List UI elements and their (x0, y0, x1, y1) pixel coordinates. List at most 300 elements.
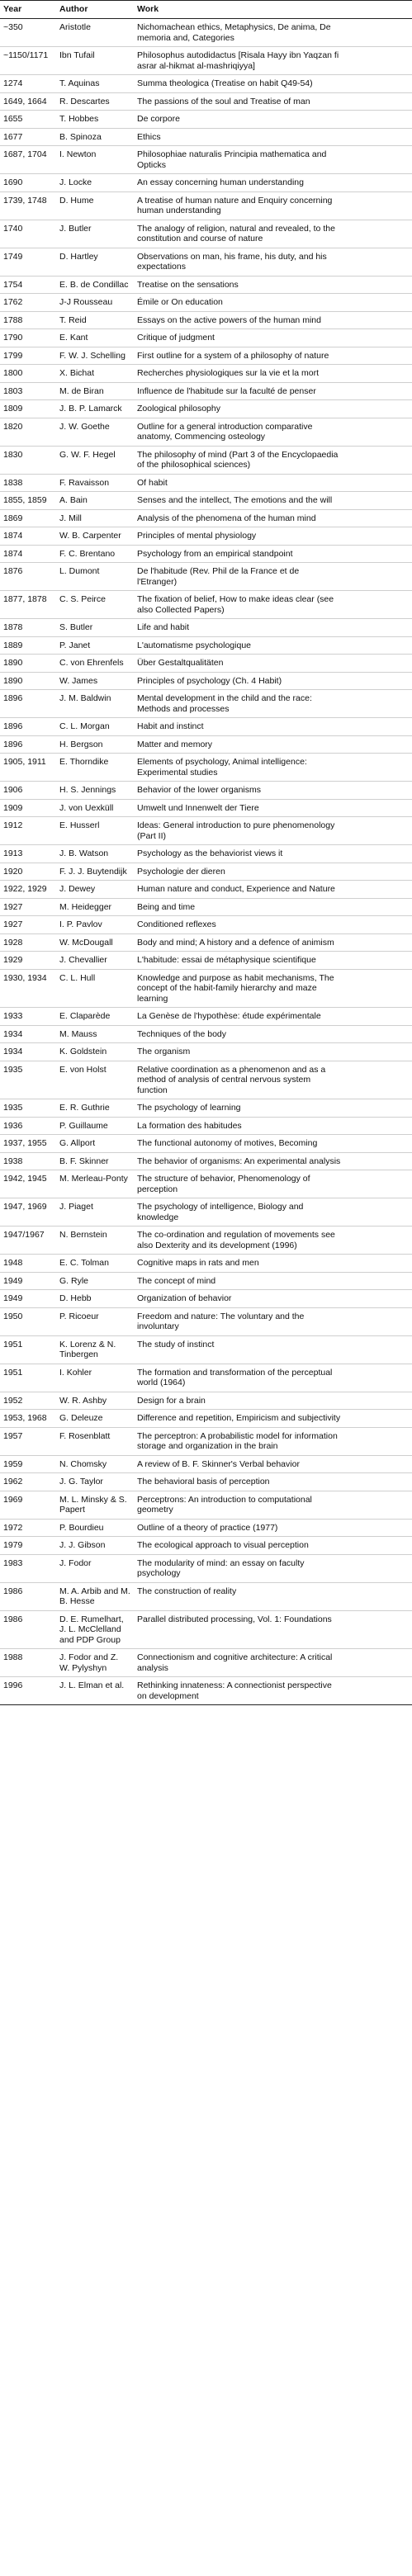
table-row (0, 863, 412, 881)
author-cell: C. S. Peirce (56, 591, 134, 619)
author-cell: H. S. Jennings (56, 782, 134, 800)
work-cell: Knowledge and purpose as habit mechanisms, The concept of the habit-family hierarchy and maze learning (134, 969, 412, 1008)
year-cell: 1986 (0, 1582, 56, 1610)
table-row (0, 898, 412, 916)
table-row (0, 174, 412, 192)
year-cell: 1933 (0, 1008, 56, 1026)
work-cell: The psychology of learning (134, 1099, 412, 1118)
author-cell: D. Hume (56, 191, 134, 220)
table-row (0, 916, 412, 934)
year-cell: 1690 (0, 174, 56, 192)
table-row (0, 92, 412, 111)
author-cell: W. B. Carpenter (56, 527, 134, 546)
author-cell: K. Lorenz & N. Tinbergen (56, 1335, 134, 1364)
table-row (0, 1582, 412, 1610)
work-cell: Relative coordination as a phenomenon and as a method of analysis of central nervous system function (134, 1061, 412, 1099)
work-cell: Essays on the active powers of the human mind (134, 311, 412, 329)
work-cell: Ideas: General introduction to pure phenomenology (Part II) (134, 817, 412, 845)
year-cell: 1754 (0, 276, 56, 294)
author-cell: M. L. Minsky & S. Papert (56, 1491, 134, 1519)
author-cell: C. L. Morgan (56, 718, 134, 736)
year-cell: 1988 (0, 1649, 56, 1677)
author-cell: G. Allport (56, 1135, 134, 1153)
table-row (0, 248, 412, 276)
year-cell: 1876 (0, 563, 56, 591)
work-cell: Techniques of the body (134, 1025, 412, 1043)
author-cell: S. Butler (56, 619, 134, 637)
table-row (0, 934, 412, 952)
table-row (0, 1135, 412, 1153)
author-cell: D. Hebb (56, 1290, 134, 1308)
work-cell: Difference and repetition, Empiricism and subjectivity (134, 1410, 412, 1428)
work-cell: Recherches physiologiques sur la vie et la mort (134, 365, 412, 383)
year-column-header: Year (0, 1, 56, 19)
table-row (0, 509, 412, 527)
table-row (0, 1117, 412, 1135)
work-cell: Human nature and conduct, Experience and Nature (134, 881, 412, 899)
author-cell: T. Reid (56, 311, 134, 329)
year-cell: 1896 (0, 718, 56, 736)
year-cell: 1962 (0, 1473, 56, 1491)
table-row (0, 1473, 412, 1491)
author-cell: W. R. Ashby (56, 1392, 134, 1410)
work-cell: Cognitive maps in rats and men (134, 1255, 412, 1273)
year-cell: 1274 (0, 75, 56, 93)
year-cell: 1949 (0, 1290, 56, 1308)
work-cell: The structure of behavior, Phenomenology of perception (134, 1170, 412, 1198)
table-row (0, 1410, 412, 1428)
work-cell: La Genèse de l'hypothèse: étude expérimentale (134, 1008, 412, 1026)
year-cell: 1950 (0, 1307, 56, 1335)
year-cell: 1922, 1929 (0, 881, 56, 899)
year-cell: 1790 (0, 329, 56, 347)
work-cell: Outline of a theory of practice (1977) (134, 1519, 412, 1537)
author-cell: F. Rosenblatt (56, 1427, 134, 1455)
year-cell: 1920 (0, 863, 56, 881)
year-cell: 1800 (0, 365, 56, 383)
author-cell: Ibn Tufail (56, 47, 134, 75)
table-row (0, 111, 412, 129)
table-row (0, 311, 412, 329)
work-cell: The philosophy of mind (Part 3 of the Encyclopaedia of the philosophical sciences) (134, 446, 412, 474)
work-cell: Über Gestaltqualitäten (134, 655, 412, 673)
work-cell: Psychologie der dieren (134, 863, 412, 881)
year-cell: 1909 (0, 799, 56, 817)
author-cell: C. L. Hull (56, 969, 134, 1008)
author-cell: J. Piaget (56, 1198, 134, 1227)
work-cell: Influence de l'habitude sur la faculté de penser (134, 382, 412, 400)
work-cell: Philosophus autodidactus [Risala Hayy ibn Yaqzan fi asrar al-hikmat al-mashriqiyya] (134, 47, 412, 75)
header-row (0, 1, 412, 19)
work-cell: The behavioral basis of perception (134, 1473, 412, 1491)
author-cell: G. Ryle (56, 1272, 134, 1290)
year-cell: 1749 (0, 248, 56, 276)
work-cell: First outline for a system of a philosophy of nature (134, 347, 412, 365)
work-cell: The organism (134, 1043, 412, 1061)
work-cell: Summa theologica (Treatise on habit Q49-54) (134, 75, 412, 93)
table-body (0, 19, 412, 1705)
work-cell: Analysis of the phenomena of the human mind (134, 509, 412, 527)
year-cell: 1739, 1748 (0, 191, 56, 220)
work-cell: Design for a brain (134, 1392, 412, 1410)
year-cell: 1803 (0, 382, 56, 400)
work-cell: Mental development in the child and the race: Methods and processes (134, 690, 412, 718)
work-cell: Principles of psychology (Ch. 4 Habit) (134, 672, 412, 690)
work-cell: Psychology as the behaviorist views it (134, 845, 412, 863)
work-cell: Life and habit (134, 619, 412, 637)
year-cell: 1820 (0, 418, 56, 446)
author-cell: E. Kant (56, 329, 134, 347)
table-row (0, 1198, 412, 1227)
work-cell: The perceptron: A probabilistic model for information storage and organization in the brain (134, 1427, 412, 1455)
year-cell: 1896 (0, 690, 56, 718)
table-row (0, 527, 412, 546)
work-cell: Philosophiae naturalis Principia mathematica and Opticks (134, 146, 412, 174)
table-row (0, 1427, 412, 1455)
year-cell: 1838 (0, 474, 56, 492)
author-cell: J. Locke (56, 174, 134, 192)
table-row (0, 655, 412, 673)
table-row (0, 619, 412, 637)
year-cell: 1905, 1911 (0, 754, 56, 782)
table-row (0, 75, 412, 93)
work-cell: De corpore (134, 111, 412, 129)
year-cell: 1938 (0, 1152, 56, 1170)
work-cell: The fixation of belief, How to make ideas clear (see also Collected Papers) (134, 591, 412, 619)
year-cell: 1874 (0, 545, 56, 563)
author-cell: J. Fodor (56, 1554, 134, 1582)
author-cell: B. Spinoza (56, 128, 134, 146)
author-cell: E. Claparède (56, 1008, 134, 1026)
work-cell: Connectionism and cognitive architecture: A critical analysis (134, 1649, 412, 1677)
year-cell: 1953, 1968 (0, 1410, 56, 1428)
table-row (0, 365, 412, 383)
work-cell: The passions of the soul and Treatise of man (134, 92, 412, 111)
year-cell: 1896 (0, 735, 56, 754)
author-cell: F. W. J. Schelling (56, 347, 134, 365)
author-cell: J. Butler (56, 220, 134, 248)
table-row (0, 1537, 412, 1555)
table-row (0, 845, 412, 863)
table-row (0, 128, 412, 146)
author-cell: J. Dewey (56, 881, 134, 899)
year-cell: 1762 (0, 294, 56, 312)
table-row (0, 19, 412, 47)
table-row (0, 1290, 412, 1308)
table-row (0, 591, 412, 619)
author-cell: M. Mauss (56, 1025, 134, 1043)
work-cell: Observations on man, his frame, his duty, and his expectations (134, 248, 412, 276)
year-cell: 1983 (0, 1554, 56, 1582)
work-cell: Habit and instinct (134, 718, 412, 736)
author-cell: E. C. Tolman (56, 1255, 134, 1273)
year-cell: 1740 (0, 220, 56, 248)
year-cell: 1890 (0, 655, 56, 673)
work-cell: The ecological approach to visual perception (134, 1537, 412, 1555)
author-column-header: Author (56, 1, 134, 19)
work-cell: Psychology from an empirical standpoint (134, 545, 412, 563)
table-row (0, 817, 412, 845)
work-cell: An essay concerning human understanding (134, 174, 412, 192)
table-row (0, 1455, 412, 1473)
author-cell: T. Aquinas (56, 75, 134, 93)
author-cell: D. E. Rumelhart, J. L. McClelland and PDP Group (56, 1610, 134, 1649)
table-row (0, 191, 412, 220)
table-row (0, 1099, 412, 1118)
work-cell: Of habit (134, 474, 412, 492)
author-cell: G. W. F. Hegel (56, 446, 134, 474)
year-cell: 1927 (0, 916, 56, 934)
author-cell: G. Deleuze (56, 1410, 134, 1428)
author-cell: Aristotle (56, 19, 134, 47)
table-row (0, 690, 412, 718)
work-cell: The co-ordination and regulation of movements see also Dexterity and its development (1996) (134, 1227, 412, 1255)
year-cell: 1877, 1878 (0, 591, 56, 619)
year-cell: ~350 (0, 19, 56, 47)
author-cell: P. Guillaume (56, 1117, 134, 1135)
table-row (0, 1272, 412, 1290)
table-row (0, 1307, 412, 1335)
year-cell: 1788 (0, 311, 56, 329)
table-row (0, 47, 412, 75)
table-row (0, 347, 412, 365)
author-cell: J. B. Watson (56, 845, 134, 863)
author-cell: E. Thorndike (56, 754, 134, 782)
author-cell: M. A. Arbib and M. B. Hesse (56, 1582, 134, 1610)
author-cell: F. J. J. Buytendijk (56, 863, 134, 881)
work-cell: Elements of psychology, Animal intelligence: Experimental studies (134, 754, 412, 782)
table-row (0, 418, 412, 446)
year-cell: 1878 (0, 619, 56, 637)
year-cell: 1649, 1664 (0, 92, 56, 111)
author-cell: N. Bernstein (56, 1227, 134, 1255)
table-row (0, 1170, 412, 1198)
author-cell: J. J. Gibson (56, 1537, 134, 1555)
work-cell: The formation and transformation of the perceptual world (1964) (134, 1364, 412, 1392)
work-cell: Principles of mental physiology (134, 527, 412, 546)
author-cell: F. Ravaisson (56, 474, 134, 492)
author-cell: E. Husserl (56, 817, 134, 845)
work-cell: A treatise of human nature and Enquiry concerning human understanding (134, 191, 412, 220)
work-cell: Organization of behavior (134, 1290, 412, 1308)
year-cell: 1942, 1945 (0, 1170, 56, 1198)
year-cell: 1986 (0, 1610, 56, 1649)
author-cell: J. B. P. Lamarck (56, 400, 134, 418)
work-cell: The modularity of mind: an essay on faculty psychology (134, 1554, 412, 1582)
table-row (0, 881, 412, 899)
table-row (0, 1152, 412, 1170)
year-cell: 1889 (0, 636, 56, 655)
work-cell: Freedom and nature: The voluntary and the involuntary (134, 1307, 412, 1335)
author-cell: D. Hartley (56, 248, 134, 276)
year-cell: 1874 (0, 527, 56, 546)
work-cell: L'habitude: essai de métaphysique scientifique (134, 952, 412, 970)
table-row (0, 1677, 412, 1705)
year-cell: 1996 (0, 1677, 56, 1705)
work-cell: Being and time (134, 898, 412, 916)
author-cell: J. Chevallier (56, 952, 134, 970)
year-cell: 1869 (0, 509, 56, 527)
year-cell: 1655 (0, 111, 56, 129)
work-cell: Zoological philosophy (134, 400, 412, 418)
table-row (0, 799, 412, 817)
work-cell: Critique of judgment (134, 329, 412, 347)
table-row (0, 276, 412, 294)
author-cell: I. P. Pavlov (56, 916, 134, 934)
author-cell: T. Hobbes (56, 111, 134, 129)
work-cell: The functional autonomy of motives, Becoming (134, 1135, 412, 1153)
table-row (0, 1061, 412, 1099)
work-cell: The analogy of religion, natural and revealed, to the constitution and course of nature (134, 220, 412, 248)
table-row (0, 1392, 412, 1410)
table-row (0, 754, 412, 782)
table-row (0, 545, 412, 563)
work-cell: Umwelt und Innenwelt der Tiere (134, 799, 412, 817)
work-cell: L'automatisme psychologique (134, 636, 412, 655)
author-cell: J-J Rousseau (56, 294, 134, 312)
year-cell: 1830 (0, 446, 56, 474)
table-row (0, 400, 412, 418)
table-row (0, 1491, 412, 1519)
author-cell: B. F. Skinner (56, 1152, 134, 1170)
table-row (0, 294, 412, 312)
year-cell: 1951 (0, 1364, 56, 1392)
year-cell: 1687, 1704 (0, 146, 56, 174)
year-cell: ~1150/1171 (0, 47, 56, 75)
work-cell: Matter and memory (134, 735, 412, 754)
table-row (0, 782, 412, 800)
table-row (0, 1025, 412, 1043)
author-cell: N. Chomsky (56, 1455, 134, 1473)
year-cell: 1979 (0, 1537, 56, 1555)
author-cell: L. Dumont (56, 563, 134, 591)
author-cell: E. von Holst (56, 1061, 134, 1099)
work-cell: Conditioned reflexes (134, 916, 412, 934)
work-cell: The study of instinct (134, 1335, 412, 1364)
year-cell: 1890 (0, 672, 56, 690)
work-cell: Behavior of the lower organisms (134, 782, 412, 800)
work-cell: Rethinking innateness: A connectionist perspective on development (134, 1677, 412, 1705)
table-row (0, 718, 412, 736)
work-cell: Treatise on the sensations (134, 276, 412, 294)
table-row (0, 563, 412, 591)
work-cell: Body and mind; A history and a defence of animism (134, 934, 412, 952)
work-cell: Senses and the intellect, The emotions and the will (134, 492, 412, 510)
year-cell: 1906 (0, 782, 56, 800)
table-row (0, 1255, 412, 1273)
year-cell: 1949 (0, 1272, 56, 1290)
author-cell: I. Newton (56, 146, 134, 174)
year-cell: 1959 (0, 1455, 56, 1473)
work-cell: The psychology of intelligence, Biology and knowledge (134, 1198, 412, 1227)
table-row (0, 1227, 412, 1255)
year-cell: 1930, 1934 (0, 969, 56, 1008)
work-cell: Ethics (134, 128, 412, 146)
year-cell: 1934 (0, 1025, 56, 1043)
year-cell: 1972 (0, 1519, 56, 1537)
table-row (0, 1335, 412, 1364)
author-cell: J. M. Baldwin (56, 690, 134, 718)
author-cell: J. G. Taylor (56, 1473, 134, 1491)
author-cell: A. Bain (56, 492, 134, 510)
year-cell: 1912 (0, 817, 56, 845)
author-cell: F. C. Brentano (56, 545, 134, 563)
year-cell: 1951 (0, 1335, 56, 1364)
table-row (0, 1008, 412, 1026)
author-cell: W. McDougall (56, 934, 134, 952)
author-cell: I. Kohler (56, 1364, 134, 1392)
year-cell: 1969 (0, 1491, 56, 1519)
table-row (0, 1519, 412, 1537)
author-cell: W. James (56, 672, 134, 690)
year-cell: 1677 (0, 128, 56, 146)
author-cell: P. Bourdieu (56, 1519, 134, 1537)
author-cell: J. Mill (56, 509, 134, 527)
work-cell: A review of B. F. Skinner's Verbal behavior (134, 1455, 412, 1473)
table-row (0, 1610, 412, 1649)
author-cell: J. W. Goethe (56, 418, 134, 446)
author-cell: M. Merleau-Ponty (56, 1170, 134, 1198)
table-row (0, 1649, 412, 1677)
year-cell: 1937, 1955 (0, 1135, 56, 1153)
author-cell: C. von Ehrenfels (56, 655, 134, 673)
table-row (0, 329, 412, 347)
author-cell: P. Janet (56, 636, 134, 655)
year-cell: 1929 (0, 952, 56, 970)
author-cell: R. Descartes (56, 92, 134, 111)
year-cell: 1913 (0, 845, 56, 863)
work-column-header: Work (134, 1, 412, 19)
year-cell: 1927 (0, 898, 56, 916)
author-cell: P. Ricoeur (56, 1307, 134, 1335)
table-row (0, 446, 412, 474)
year-cell: 1957 (0, 1427, 56, 1455)
work-cell: The behavior of organisms: An experimental analysis (134, 1152, 412, 1170)
table-row (0, 220, 412, 248)
year-cell: 1855, 1859 (0, 492, 56, 510)
year-cell: 1936 (0, 1117, 56, 1135)
year-cell: 1947, 1969 (0, 1198, 56, 1227)
author-cell: H. Bergson (56, 735, 134, 754)
work-cell: Émile or On education (134, 294, 412, 312)
work-cell: Outline for a general introduction comparative anatomy, Commencing osteology (134, 418, 412, 446)
table-row (0, 969, 412, 1008)
work-cell: Nichomachean ethics, Metaphysics, De anima, De memoria and, Categories (134, 19, 412, 47)
work-cell: De l'habitude (Rev. Phil de la France et de l'Etranger) (134, 563, 412, 591)
table-header (0, 1, 412, 19)
year-cell: 1934 (0, 1043, 56, 1061)
table-row (0, 735, 412, 754)
author-cell: J. von Uexküll (56, 799, 134, 817)
table-row (0, 474, 412, 492)
year-cell: 1928 (0, 934, 56, 952)
table-row (0, 636, 412, 655)
table-row (0, 492, 412, 510)
work-cell: Perceptrons: An introduction to computational geometry (134, 1491, 412, 1519)
year-cell: 1935 (0, 1099, 56, 1118)
table-row (0, 382, 412, 400)
year-cell: 1809 (0, 400, 56, 418)
author-cell: J. Fodor and Z. W. Pylyshyn (56, 1649, 134, 1677)
year-cell: 1799 (0, 347, 56, 365)
table-row (0, 1364, 412, 1392)
table-row (0, 146, 412, 174)
table-row (0, 672, 412, 690)
author-cell: E. B. de Condillac (56, 276, 134, 294)
table-row (0, 1554, 412, 1582)
author-cell: X. Bichat (56, 365, 134, 383)
author-cell: E. R. Guthrie (56, 1099, 134, 1118)
